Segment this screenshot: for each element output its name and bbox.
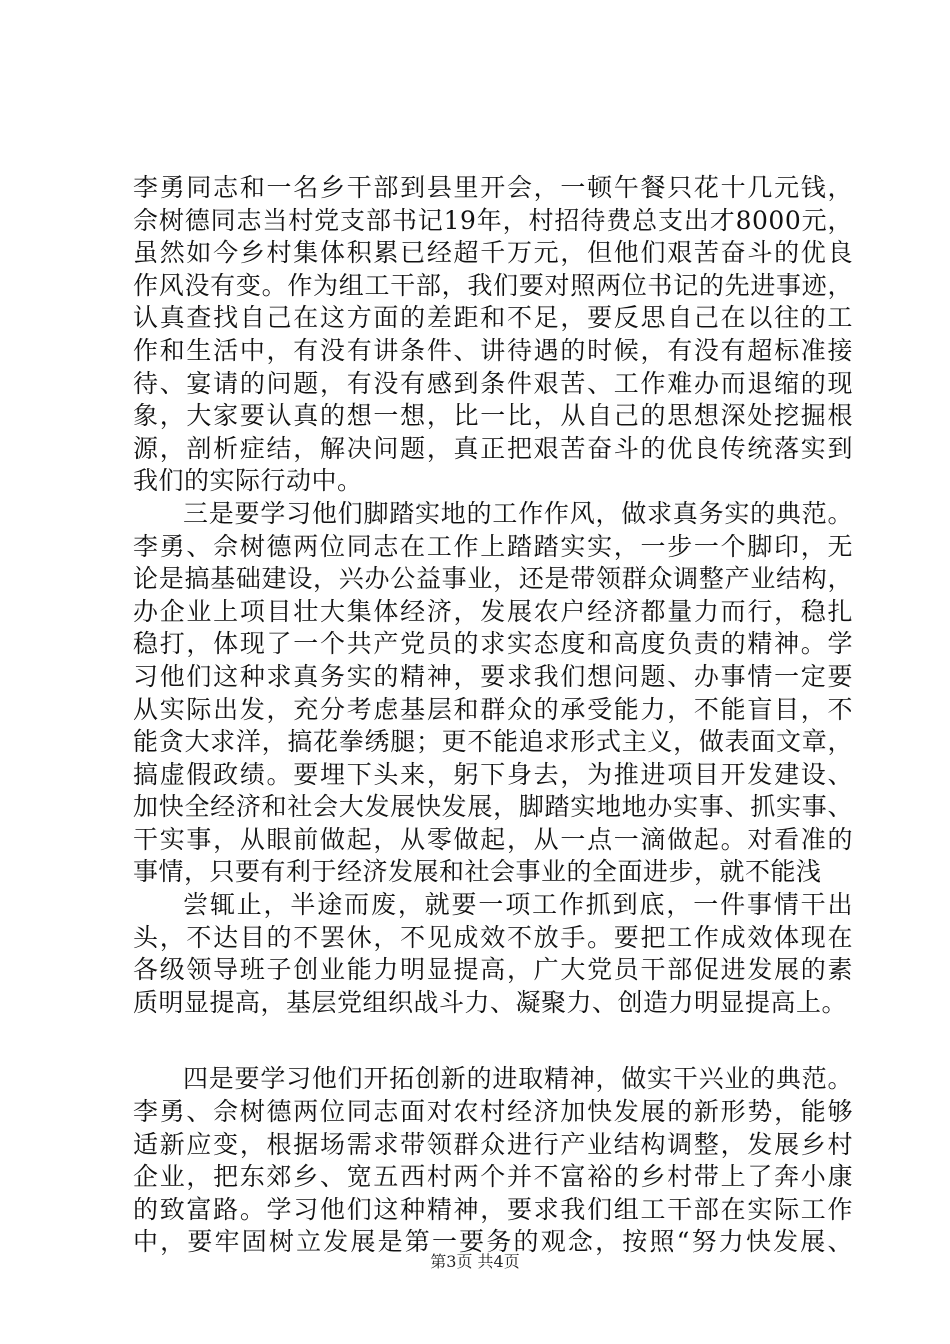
text-line: 我们的实际行动中。 bbox=[133, 466, 363, 496]
text-line: 李勇同志和一名乡干部到县里开会，一顿午餐只花十几元钱， bbox=[133, 173, 853, 202]
text-line: 搞虚假政绩。要埋下头来，躬下身去，为推进项目开发建设、 bbox=[133, 759, 853, 789]
text-line: 虽然如今乡村集体积累已经超千万元，但他们艰苦奋斗的优良 bbox=[133, 238, 853, 268]
text-line: 各级领导班子创业能力明显提高，广大党员干部促进发展的素 bbox=[133, 955, 853, 985]
text-line: 象，大家要认真的想一想，比一比，从自己的思想深处挖掘根 bbox=[133, 401, 853, 431]
text-line: 的致富路。学习他们这种精神，要求我们组工干部在实际工作 bbox=[133, 1194, 853, 1224]
paragraph-3 bbox=[133, 889, 853, 1019]
paragraph-4 bbox=[133, 1063, 853, 1259]
text-line: 加快全经济和社会大发展快发展，脚踏实地地办实事、抓实事、 bbox=[133, 792, 853, 822]
text-line: 质明显提高，基层党组织战斗力、凝聚力、创造力明显提高上。 bbox=[133, 987, 848, 1017]
page-number-label: 第3页 共4页 bbox=[430, 1252, 520, 1271]
text-line: 中，要牢固树立发展是第一要务的观念，按照“努力快发展、 bbox=[133, 1227, 853, 1257]
document-body bbox=[133, 172, 853, 1259]
text-line: 认真查找自己在这方面的差距和不足，要反思自己在以往的工 bbox=[133, 303, 853, 333]
text-line: 头，不达目的不罢休，不见成效不放手。要把工作成效体现在 bbox=[133, 922, 853, 952]
text-line: 论是搞基础建设，兴办公益事业，还是带领群众调整产业结构， bbox=[133, 564, 853, 594]
text-line: 习他们这种求真务实的精神，要求我们想问题、办事情一定要 bbox=[133, 661, 853, 691]
text-line: 从实际出发，充分考虑基层和群众的承受能力，不能盲目，不 bbox=[133, 694, 853, 724]
text-line: 尝辄止，半途而废，就要一项工作抓到底，一件事情干出 bbox=[183, 890, 853, 920]
text-line: 作和生活中，有没有讲条件、讲待遇的时候，有没有超标准接 bbox=[133, 335, 853, 365]
text-line: 佘树德同志当村党支部书记19年，村招待费总支出才8000元， bbox=[133, 205, 853, 235]
text-line: 适新应变，根据场需求带领群众进行产业结构调整，发展乡村 bbox=[133, 1129, 853, 1159]
text-line: 办企业上项目壮大集体经济，发展农户经济都量力而行，稳扎 bbox=[133, 596, 853, 626]
text-line: 企业，把东郊乡、宽五西村两个并不富裕的乡村带上了奔小康 bbox=[133, 1162, 853, 1192]
page-footer bbox=[0, 1252, 950, 1272]
text-line: 干实事，从眼前做起，从零做起，从一点一滴做起。对看准的 bbox=[133, 824, 853, 854]
text-line: 四是要学习他们开拓创新的进取精神，做实干兴业的典范。 bbox=[183, 1064, 853, 1094]
paragraph-2 bbox=[133, 498, 853, 889]
paragraph-spacer bbox=[133, 1019, 853, 1063]
text-line: 事情，只要有利于经济发展和社会事业的全面进步，就不能浅 bbox=[133, 857, 822, 887]
text-line: 能贪大求洋，搞花拳绣腿；更不能追求形式主义，做表面文章， bbox=[133, 727, 853, 757]
text-line: 稳打，体现了一个共产党员的求实态度和高度负责的精神。学 bbox=[133, 629, 853, 659]
text-line: 李勇、佘树德两位同志在工作上踏踏实实，一步一个脚印，无 bbox=[133, 531, 853, 561]
text-line: 李勇、佘树德两位同志面对农村经济加快发展的新形势，能够 bbox=[133, 1097, 853, 1127]
text-line: 待、宴请的问题，有没有感到条件艰苦、工作难办而退缩的现 bbox=[133, 368, 853, 398]
text-line: 三是要学习他们脚踏实地的工作作风，做求真务实的典范。 bbox=[183, 498, 853, 528]
text-line: 作风没有变。作为组工干部，我们要对照两位书记的先进事迹， bbox=[133, 270, 853, 300]
text-line: 源，剖析症结，解决问题，真正把艰苦奋斗的优良传统落实到 bbox=[133, 433, 853, 463]
paragraph-1 bbox=[133, 172, 853, 498]
